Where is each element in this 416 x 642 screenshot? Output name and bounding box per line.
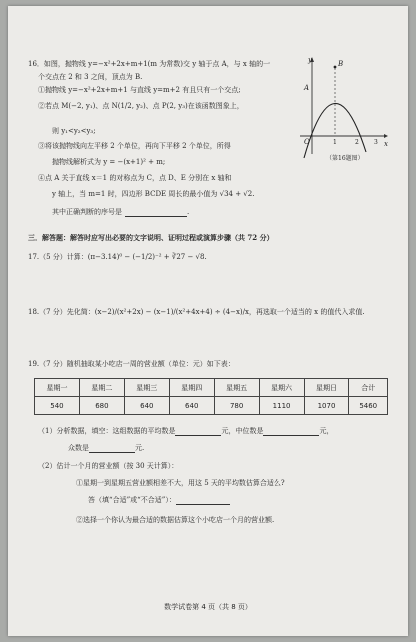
q16-statement-4: ④点 A 关于直线 x＝1 的对称点为 C，点 D、E 分别在 x 轴和 <box>38 174 232 182</box>
sales-table <box>34 378 388 415</box>
q19-part1-mode <box>68 444 144 453</box>
table-cell: 5460 <box>349 397 388 415</box>
table-header-cell: 星期三 <box>124 379 169 397</box>
median-blank[interactable] <box>263 428 319 436</box>
y-label: y <box>308 56 312 64</box>
table-cell: 640 <box>124 397 169 415</box>
table-header-cell: 合计 <box>349 379 388 397</box>
q16-statement-2b: 则 y₁<y₂<y₃; <box>52 127 96 135</box>
tick-label-1: 1 <box>333 139 337 146</box>
q19-mode-unit: 元. <box>135 444 145 452</box>
q19-part1-text: （1）分析数据，填空：这组数据的平均数是 <box>38 427 176 435</box>
q16-statement-3: ③将该抛物线向左平移 2 个单位，再向下平移 2 个单位，所得 <box>38 142 231 150</box>
q16-line2: 个交点在 2 和 3 之间，顶点为 B. <box>38 73 143 81</box>
q19-title: 19.（7 分）随机抽取某小吃店一周的营业额（单位：元）如下表： <box>28 360 235 368</box>
q16-answer-prompt: 其中正确判断的序号是 . <box>52 208 190 216</box>
q19-part1 <box>38 427 333 436</box>
q19-part2c: ②选择一个你认为最合适的数据估算这个小吃店一个月的营业额. <box>76 516 275 524</box>
q16-statement-4b: y 轴上，当 m=1 时，四边形 BCDE 周长的最小值为 √34 + √2. <box>52 190 255 198</box>
x-axis-arrow <box>384 134 388 138</box>
vertex-point <box>334 66 337 69</box>
table-header-cell: 星期二 <box>79 379 124 397</box>
q19-part2b-text: 答（填“合适”或“不合适”）： <box>88 496 176 504</box>
q19-mode-text: 众数是 <box>68 444 89 452</box>
table-header-row <box>35 379 388 397</box>
q19-part1-median-text: 元，中位数是 <box>221 427 264 435</box>
table-cell: 1070 <box>304 397 349 415</box>
table-cell: 680 <box>79 397 124 415</box>
tick-label-2: 2 <box>355 139 359 146</box>
tick-label-3: 3 <box>374 139 378 146</box>
table-header-cell: 星期一 <box>35 379 80 397</box>
q16-line1: 16．如图，抛物线 y=−x²+2x+m+1(m 为常数)交 y 轴于点 A，与 x 轴的一 <box>28 60 271 68</box>
parabola-figure <box>294 54 390 160</box>
suitability-blank[interactable] <box>176 497 230 505</box>
q19-part1-unit: 元， <box>319 427 334 435</box>
page-footer: 数学试卷第 4 页（共 8 页） <box>164 603 252 611</box>
q16-statement-1: ①抛物线 y=−x²+2x+m+1 与直线 y=m+2 有且只有一个交点; <box>38 86 241 94</box>
table-cell: 780 <box>214 397 259 415</box>
q18-text: 18.（7 分）先化简：(x−2)/(x²+2x) − (x−1)/(x²+4x+4) ÷ (4−x)/x，再选取一个适当的 x 的值代入求值. <box>28 308 365 316</box>
figure-caption: （第16题图） <box>326 155 364 162</box>
table-header-cell: 星期日 <box>304 379 349 397</box>
point-a-label: A <box>304 84 310 92</box>
q16-statement-3b: 抛物线解析式为 y = −(x+1)² + m; <box>52 158 166 166</box>
exam-page <box>8 6 408 636</box>
q16-answer-blank[interactable] <box>125 209 187 217</box>
q19-part2a: ①星期一到星期五营业额相差不大，用这 5 天的平均数估算合适么? <box>76 479 285 487</box>
parabola-curve <box>304 103 366 158</box>
q16-statement-2: ②若点 M(−2, y₁)、点 N(1/2, y₂)、点 P(2, y₃)在该函数图象上， <box>38 102 244 110</box>
q19-part2: （2）估计一个月的营业额（按 30 天计算）： <box>38 462 179 470</box>
table-header-cell: 星期五 <box>214 379 259 397</box>
table-header-cell: 星期四 <box>169 379 214 397</box>
point-b-label: B <box>338 60 344 68</box>
table-row <box>35 397 388 415</box>
q16-answer-label: 其中正确判断的序号是 <box>52 208 122 216</box>
table-header-cell: 星期六 <box>259 379 304 397</box>
table-cell: 540 <box>35 397 80 415</box>
q17-text: 17.（5 分）计算：(π−3.14)⁰ − (−1/2)⁻² + ∛27 − √8. <box>28 253 207 261</box>
mean-blank[interactable] <box>175 428 221 436</box>
x-label: x <box>384 140 388 148</box>
q19-part2b <box>88 496 230 505</box>
table-cell: 640 <box>169 397 214 415</box>
section-3-heading: 三．解答题：解答时应写出必要的文字说明、证明过程或演算步骤（共 72 分） <box>28 233 274 242</box>
table-cell: 1110 <box>259 397 304 415</box>
origin-label: O <box>304 138 310 146</box>
mode-blank[interactable] <box>89 445 135 453</box>
